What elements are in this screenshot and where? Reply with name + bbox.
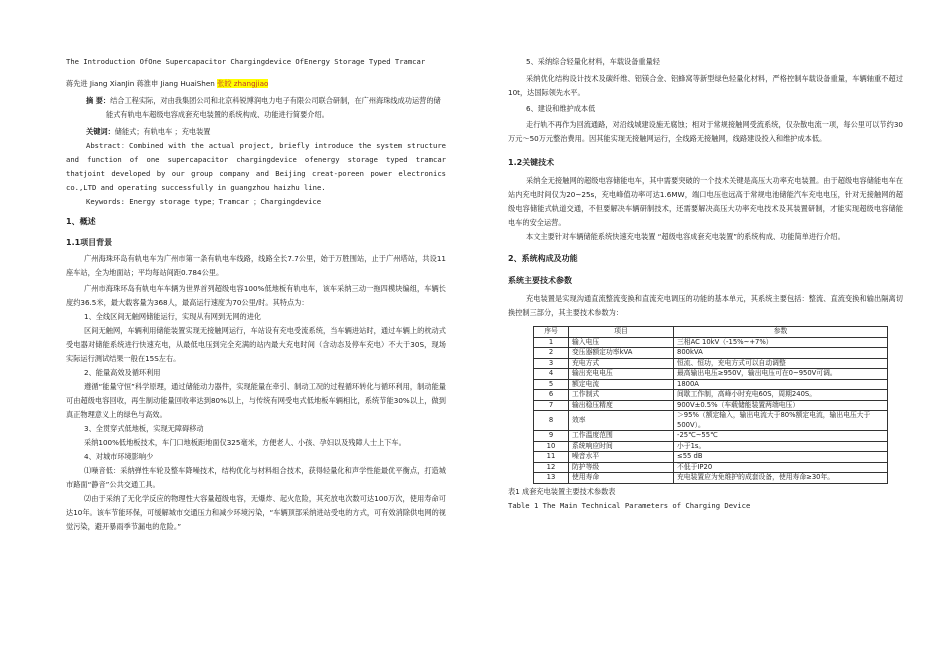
paragraph: 采纳全无接触网的超级电容储能电车，其中需要突破的一个技术关键是高压大功率充电装置。由于超级电容储能电车在站内充电时间仅为20~25s，充电峰值功率可达1.6MW，端口电压也远高于常规电池储能汽车充电电压，针对无接触网的超级电容储能式轨道交通，不但要解决车辆研制技术，还需要解决高压大功率充电技术及其装置研制，才能实现超级电容储能电车的安全运营。 xyxy=(508,176,903,227)
table-header-row xyxy=(534,327,888,338)
table-row xyxy=(534,473,888,484)
table-cell: 最高输出电压≥950V，输出电压可在0~950V可调。 xyxy=(674,369,888,380)
paragraph: 区间无触网，车辆利用储能装置实现无接触网运行，车站设有充电受流系统，当车辆进站时，通过车辆上的枕动式受电器对储能系统进行快速充电，从最低电压到完全充满的站内最大充电时间（含动态及停车充电）不大于30S，现场实际运行测试结果一般在15S左右。 xyxy=(66,326,446,363)
table-cell: 7 xyxy=(534,400,569,411)
table-cell: 系统响应时间 xyxy=(569,441,674,452)
table-cell: 10 xyxy=(534,441,569,452)
table-cell: 工作制式 xyxy=(569,390,674,401)
table-cell: ＞95%（额定输入，输出电流大于80%额定电流，输出电压大于500V）。 xyxy=(674,411,888,431)
paragraph: 广州市海珠环岛有轨电车车辆为世界首列超级电容100%低地板有轨电车，该车采纳三动一拖四模块编组，车辆长度约36.5米，最大载客量为368人，最高运行速度为70公里/时。其特点为： xyxy=(66,284,446,307)
right-column xyxy=(508,55,903,513)
section-heading-1-2: 1.2关键技术 xyxy=(508,158,555,167)
table-caption-cn: 表1 成套充电装置主要技术参数表 xyxy=(508,486,616,496)
list-heading: 5、采纳综合轻量化材料，车载设备重量轻 xyxy=(526,57,660,66)
table-cell: 间歇工作制，高峰小时充电60S，周期240S。 xyxy=(674,390,888,401)
table-cell: 1 xyxy=(534,337,569,348)
table-row xyxy=(534,411,888,431)
table-cell: 防护等级 xyxy=(569,462,674,473)
table-cell: 工作温度范围 xyxy=(569,431,674,442)
table-cell: 输出充电电压 xyxy=(569,369,674,380)
table-row xyxy=(534,379,888,390)
keywords-cn-text: 储能式；有轨电车 ；充电装置 xyxy=(114,127,211,136)
table-row xyxy=(534,400,888,411)
table-row xyxy=(534,390,888,401)
section-heading-2: 2、系统构成及功能 xyxy=(508,254,578,263)
paragraph: 充电装置是实现沟通直流整流变换和直流充电调压的功能的基本单元，其系统主要包括：整流、直流变换和输出隔离切换控制三部分，其主要技术参数为： xyxy=(508,294,903,317)
abstract-cn xyxy=(66,94,446,122)
table-header-cell: 参数 xyxy=(674,327,888,338)
table-row xyxy=(534,358,888,369)
left-column xyxy=(66,55,446,534)
paragraph: 采纳优化结构设计技术及碳纤维、铝镁合金、铝蜂窝等新型绿色轻量化材料，严格控制车载设备重量，车辆轴重不超过10t，达国际领先水平。 xyxy=(508,74,903,97)
keywords-cn xyxy=(66,125,446,139)
abstract-label: 摘 要： xyxy=(86,96,111,105)
section-heading-1-1: 1.1项目背景 xyxy=(66,238,113,247)
table-cell: 变压器额定功率kVA xyxy=(569,348,674,359)
table-cell: 4 xyxy=(534,369,569,380)
table-cell: 6 xyxy=(534,390,569,401)
table-cell: 11 xyxy=(534,452,569,463)
table-cell: 2 xyxy=(534,348,569,359)
table-cell: 小于1s。 xyxy=(674,441,888,452)
paragraph: 广州海珠环岛有轨电车为广州市第一条有轨电车线路，线路全长7.7公里，始于万胜围站，止于广州塔站，共设11座车站，全为地面站；平均每站间距0.784公里。 xyxy=(66,254,446,277)
authors-line xyxy=(66,77,446,91)
table-cell: 效率 xyxy=(569,411,674,431)
table-caption-en: Table 1 The Main Technical Parameters of Charging Device xyxy=(508,500,751,510)
section-heading-2-1: 系统主要技术参数 xyxy=(508,276,572,285)
table-cell: 5 xyxy=(534,379,569,390)
table-cell: 8 xyxy=(534,411,569,431)
list-heading: 3、全贯穿式低地板，实现无障碍移动 xyxy=(84,424,204,433)
paper-title-en: The Introduction OfOne Supercapacitor Chargingdevice OfEnergy Storage Typed Tramcar xyxy=(66,57,426,66)
authors-main: 蒋先进 Jiang XianJin 蒋淮申 Jiang HuaiShen xyxy=(66,79,218,88)
table-row xyxy=(534,348,888,359)
table-cell: 充电方式 xyxy=(569,358,674,369)
table-cell: 9 xyxy=(534,431,569,442)
table-cell: 输出稳压精度 xyxy=(569,400,674,411)
keywords-label: 关键词： xyxy=(86,127,115,136)
table-cell: 恒流、恒功，充电方式可以自动调整 xyxy=(674,358,888,369)
list-heading: 2、能量高效及循环利用 xyxy=(84,368,161,377)
table-row xyxy=(534,337,888,348)
table-cell: 1800A xyxy=(674,379,888,390)
paragraph: 本文主要针对车辆储能系统快速充电装置 “超级电容成套充电装置”的系统构成、功能简单进行介绍。 xyxy=(526,232,845,241)
paragraph: ⑴噪音低：采纳弹性车轮及整车降噪技术，结构优化与材料组合技术，获得轻量化和声学性能最优平衡点，打造城市路面“静音”公共交通工具。 xyxy=(66,466,446,489)
table-cell: 额定电流 xyxy=(569,379,674,390)
parameters-table xyxy=(533,326,888,484)
author-highlighted: 张皎 zhangjiao xyxy=(217,79,269,88)
keywords-en: Keywords: Energy storage type；Tramcar ；Chargingdevice xyxy=(86,197,322,206)
table-cell: 三相AC 10kV（-15%~+7%） xyxy=(674,337,888,348)
table-cell: 不低于IP20 xyxy=(674,462,888,473)
table-cell: 充电装置应为免维护的成套设备，使用寿命≥30年。 xyxy=(674,473,888,484)
table-cell: 13 xyxy=(534,473,569,484)
table-header-cell: 序号 xyxy=(534,327,569,338)
table-cell: 输入电压 xyxy=(569,337,674,348)
abstract-cn-text: 结合工程实际，对由我集团公司和北京科锐博润电力电子有限公司联合研制，在广州海珠线成功运营的储能式有轨电车超级电容成套充电装置的系统构成、功能进行简要介绍。 xyxy=(106,96,441,119)
table-row xyxy=(534,369,888,380)
table-cell: 800kVA xyxy=(674,348,888,359)
table-cell: 3 xyxy=(534,358,569,369)
table-header-cell: 项目 xyxy=(569,327,674,338)
table-row xyxy=(534,431,888,442)
table-row xyxy=(534,441,888,452)
table-row xyxy=(534,462,888,473)
section-heading-1: 1、概述 xyxy=(66,217,96,226)
table-cell: 噪音水平 xyxy=(569,452,674,463)
table-cell: 12 xyxy=(534,462,569,473)
paragraph: 遵循“能量守恒”科学原理，通过储能动力器件，实现能量在牵引、制动工况的过程循环转化与循环利用，制动能量可由超级电容回收，再生制动能量回收率达到80%以上，与传统有网受电式低地板车辆相比，系统节能30%以上，做到真正物理意义上的绿色与高效。 xyxy=(66,382,446,419)
table-cell: -25℃~55℃ xyxy=(674,431,888,442)
paragraph: 走行轨不再作为回流通路，对沿线城建设施无腐蚀；相对于常规接触网受流系统，仅杂散电流一项，每公里可以节约30万元～50万元整治费用。因其能实现无接触网运行，全线路无接触网，线路建设投入和维护成本低。 xyxy=(508,120,903,143)
table-body xyxy=(534,337,888,483)
list-heading: 1、全线区间无触网储能运行，实现从有网到无网的进化 xyxy=(84,312,262,321)
list-heading: 4、对城市环境影响少 xyxy=(84,452,154,461)
list-heading: 6、建设和维护成本低 xyxy=(526,104,596,113)
table-cell: 900V±0.5%（车载储能装置两端电压） xyxy=(674,400,888,411)
table-cell: ≤55 dB xyxy=(674,452,888,463)
paragraph: 采纳100%低地板技术，车门口地板距地面仅325毫米，方便老人、小孩、孕妇以及残障人士上下车。 xyxy=(84,438,406,447)
table-row xyxy=(534,452,888,463)
paragraph: ⑵由于采纳了无化学反应的物理性大容量超级电容，无爆炸、起火危险，其充放电次数可达100万次，使用寿命可达10年。该车节能环保，可缓解城市交通压力和减少环境污染，“车辆顶部采纳进站受电的方式，可有效消除供电网的视觉污染，避开暴雨季节漏电的危险。” xyxy=(66,494,446,531)
abstract-en: Abstract：Combined with the actual project, briefly introduce the system structure and function of one supercapacitor chargingdevice ofenergy storage typed tramcar thatjoint developed by our group company and Beijing creat-poreen power electronics co.,LTD and operating successfully in guangzhou haizhu line. xyxy=(66,141,446,192)
table-cell: 使用寿命 xyxy=(569,473,674,484)
